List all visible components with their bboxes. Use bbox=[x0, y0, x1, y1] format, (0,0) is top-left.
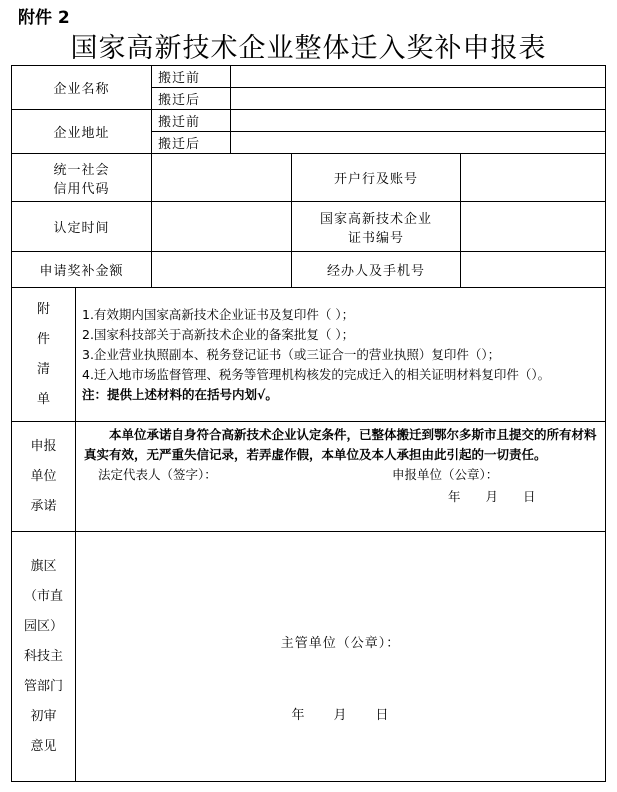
application-form bbox=[11, 65, 606, 782]
review-date: 年 月 日 bbox=[291, 708, 390, 723]
review-label: 旗区 （市直 园区） 科技主 管部门 初审 意见 bbox=[12, 532, 76, 782]
annex-label: 附件 2 bbox=[18, 8, 70, 28]
address-before-field[interactable] bbox=[231, 110, 606, 132]
bank-account-label: 开户行及账号 bbox=[292, 154, 461, 202]
attachment-item: 2.国家科技部关于高新技术企业的备案批复（ ）； bbox=[82, 326, 355, 342]
attachment-note: 注：提供上述材料的在括号内划√。 bbox=[82, 386, 278, 402]
legal-rep-signature-label: 法定代表人（签字）： bbox=[98, 467, 217, 482]
attachments-label: 附 件 清 单 bbox=[12, 288, 76, 422]
address-after-field[interactable] bbox=[231, 132, 606, 154]
attachments-list bbox=[76, 288, 606, 422]
address-after-label: 搬迁后 bbox=[152, 132, 231, 154]
pledge-date: 年 月 日 bbox=[448, 489, 536, 504]
name-after-field[interactable] bbox=[231, 88, 606, 110]
name-after-label: 搬迁后 bbox=[152, 88, 231, 110]
applicant-seal-label: 申报单位（公章）： bbox=[392, 467, 499, 482]
credit-code-field[interactable] bbox=[152, 154, 292, 202]
pledge-text: 本单位承诺自身符合高新技术企业认定条件，已整体搬迁到鄂尔多斯市且提交的所有材料真实有效，无严重失信记录，若弄虚作假，本单位及本人承担由此引起的一切责任。 bbox=[84, 427, 597, 462]
attachment-item: 4.迁入地市场监督管理、税务等管理机构核发的完成迁入的相关证明材料复印件（）。 bbox=[82, 366, 551, 382]
address-before-label: 搬迁前 bbox=[152, 110, 231, 132]
name-before-field[interactable] bbox=[231, 66, 606, 88]
subsidy-amount-field[interactable] bbox=[152, 252, 292, 288]
cert-time-field[interactable] bbox=[152, 202, 292, 252]
attachment-item: 3.企业营业执照副本、税务登记证书（或三证合一的营业执照）复印件（）； bbox=[82, 346, 501, 362]
supervisor-seal-label: 主管单位（公章）： bbox=[280, 636, 401, 651]
cert-number-field[interactable] bbox=[461, 202, 606, 252]
attachment-item: 1.有效期内国家高新技术企业证书及复印件（ ）； bbox=[82, 306, 355, 322]
bank-account-field[interactable] bbox=[461, 154, 606, 202]
pledge-label: 申报 单位 承诺 bbox=[12, 422, 76, 532]
credit-code-label: 统一社会 信用代码 bbox=[12, 154, 152, 202]
cert-number-label: 国家高新技术企业 证书编号 bbox=[292, 202, 461, 252]
form-title: 国家高新技术企业整体迁入奖补申报表 bbox=[70, 33, 547, 64]
handler-phone-label: 经办人及手机号 bbox=[292, 252, 461, 288]
pledge-section bbox=[76, 422, 606, 532]
cert-time-label: 认定时间 bbox=[12, 202, 152, 252]
name-before-label: 搬迁前 bbox=[152, 66, 231, 88]
company-address-label: 企业地址 bbox=[12, 110, 152, 154]
subsidy-amount-label: 申请奖补金额 bbox=[12, 252, 152, 288]
review-opinion-area[interactable] bbox=[76, 532, 606, 782]
company-name-label: 企业名称 bbox=[12, 66, 152, 110]
handler-phone-field[interactable] bbox=[461, 252, 606, 288]
